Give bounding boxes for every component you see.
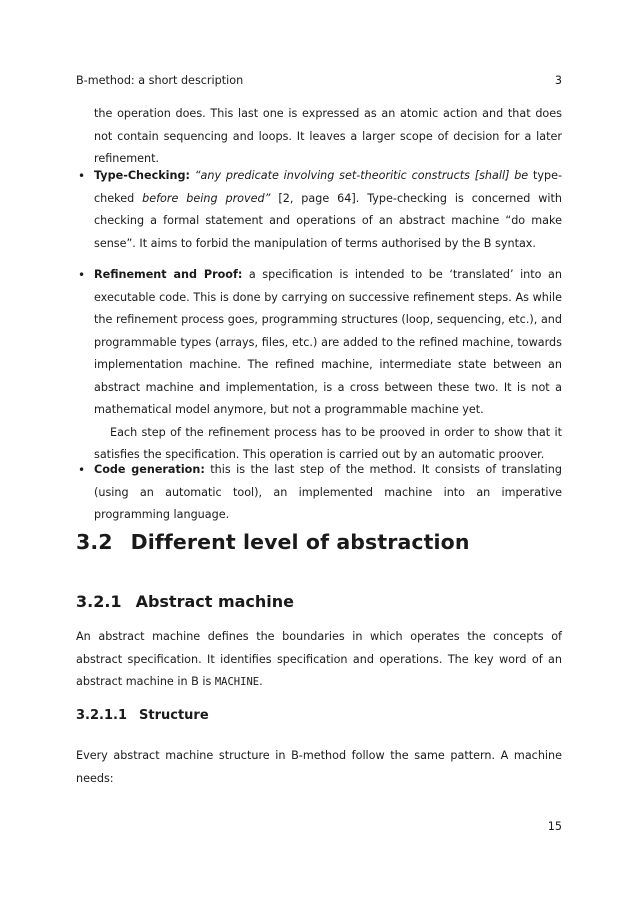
subsubsection-title: Structure — [139, 708, 209, 723]
subsection-paragraph: An abstract machine defines the boundaries in which operates the concepts of abstract specification. It identifies specification and operations. The key word of an abstract machine in B is MACHINE. — [76, 630, 562, 688]
subsubsection-heading — [76, 708, 209, 723]
bullet-term: Refinement and Proof: — [94, 268, 243, 281]
subsection-heading — [76, 592, 294, 611]
quote-text-end: before being proved” — [142, 191, 271, 205]
bullet-code-generation — [94, 459, 562, 527]
bullet-term: Type-Checking: — [94, 169, 190, 182]
subsubsection-paragraph: Every abstract machine structure in B-method follow the same pattern. A machine needs: — [76, 749, 562, 785]
subsubsection-number: 3.2.1.1 — [76, 708, 127, 723]
section-title: Different level of abstraction — [130, 530, 470, 554]
header-page-number: 3 — [554, 74, 562, 87]
running-title: B-method: a short description — [76, 74, 244, 87]
running-header — [76, 74, 562, 87]
bullet-marker: • — [78, 268, 86, 282]
bullet-refinement — [94, 264, 562, 467]
subsection-number: 3.2.1 — [76, 592, 122, 611]
bullet-text: this is the last step of the method. It consists of translating (using an automatic tool), an implemented machine into an imperative programming language. — [94, 463, 562, 521]
bullet-type-checking — [94, 165, 562, 255]
bullet-text: [2, page 64]. Type-checking is concerned with checking a formal statement and operations of an abstract machine “do make sense”. It aims to forbid the manipulation of terms authorised by the B syntax. — [94, 191, 563, 250]
continuation-paragraph: the operation does. This last one is expressed as an atomic action and that does not contain sequencing and loops. It leaves a larger scope of decision for a later refinement. — [94, 107, 562, 165]
bullet-marker: • — [78, 463, 86, 477]
bullet-text-continued: Each step of the refinement process has to be prooved in order to show that it satisfies the specification. This operation is carried out by an automatic proover. — [94, 425, 562, 461]
keyword-machine: MACHINE — [214, 676, 260, 688]
bullet-marker: • — [78, 169, 86, 183]
subsection-title: Abstract machine — [135, 592, 295, 611]
bullet-term: Code generation: — [94, 463, 205, 476]
section-number: 3.2 — [76, 530, 113, 554]
footer-page-number: 15 — [547, 820, 562, 833]
bullet-text: a specification is intended to be ‘translated’ into an executable code. This is done by carrying on successive refinement steps. As while the refinement process goes, programming structures (loop, sequencing, etc.), and programmable types (arrays, files, etc.) are added to the refined machine, towards implementation machine. The refined machine, intermediate state between an abstract machine and implementation, is a cross between these two. It is not a mathematical model anymore, but not a programmable machine yet. — [94, 268, 562, 416]
quote-mid: type-cheked — [94, 169, 562, 205]
quote-text: “any predicate involving set-theoritic constructs [shall] be — [194, 169, 529, 182]
section-heading — [76, 530, 470, 554]
